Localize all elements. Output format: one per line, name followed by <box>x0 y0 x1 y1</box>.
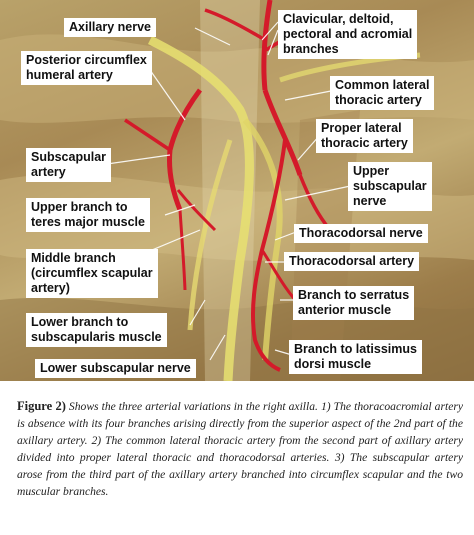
label-branch-to-latissimus-dorsi: Branch to latissimus dorsi muscle <box>289 340 422 374</box>
label-upper-branch-teres-major: Upper branch to teres major muscle <box>26 198 150 232</box>
label-subscapular-artery: Subscapular artery <box>26 148 111 182</box>
label-middle-branch-circumflex-scapular: Middle branch (circumflex scapular artery) <box>26 249 158 298</box>
caption-text: Shows the three arterial variations in the right axilla. 1) The thoracoacromial artery is absence with its four branches arising directly from the superior aspect of the 2nd part of the axillary artery. 2) The common lateral thoracic artery from the second part of axillary artery divided into proper lateral thoracic and thoracodorsal arteries. 3) The subscapular artery arose from the third part of the axillary artery branched into circumflex scapular and the two muscular branches. <box>17 400 463 498</box>
label-posterior-circumflex-humeral-artery: Posterior circumflex humeral artery <box>21 51 152 85</box>
label-common-lateral-thoracic-artery: Common lateral thoracic artery <box>330 76 434 110</box>
figure-caption <box>17 398 463 500</box>
figure-label: Figure 2) <box>17 399 66 413</box>
label-thoracodorsal-nerve: Thoracodorsal nerve <box>294 224 428 243</box>
label-thoracodorsal-artery: Thoracodorsal artery <box>284 252 419 271</box>
label-axillary-nerve: Axillary nerve <box>64 18 156 37</box>
label-branch-to-serratus-anterior: Branch to serratus anterior muscle <box>293 286 414 320</box>
label-lower-branch-subscapularis: Lower branch to subscapularis muscle <box>26 313 167 347</box>
label-lower-subscapular-nerve: Lower subscapular nerve <box>35 359 196 378</box>
label-upper-subscapular-nerve: Upper subscapular nerve <box>348 162 432 211</box>
label-proper-lateral-thoracic-artery: Proper lateral thoracic artery <box>316 119 413 153</box>
label-clavicular-branches: Clavicular, deltoid, pectoral and acromial branches <box>278 10 417 59</box>
